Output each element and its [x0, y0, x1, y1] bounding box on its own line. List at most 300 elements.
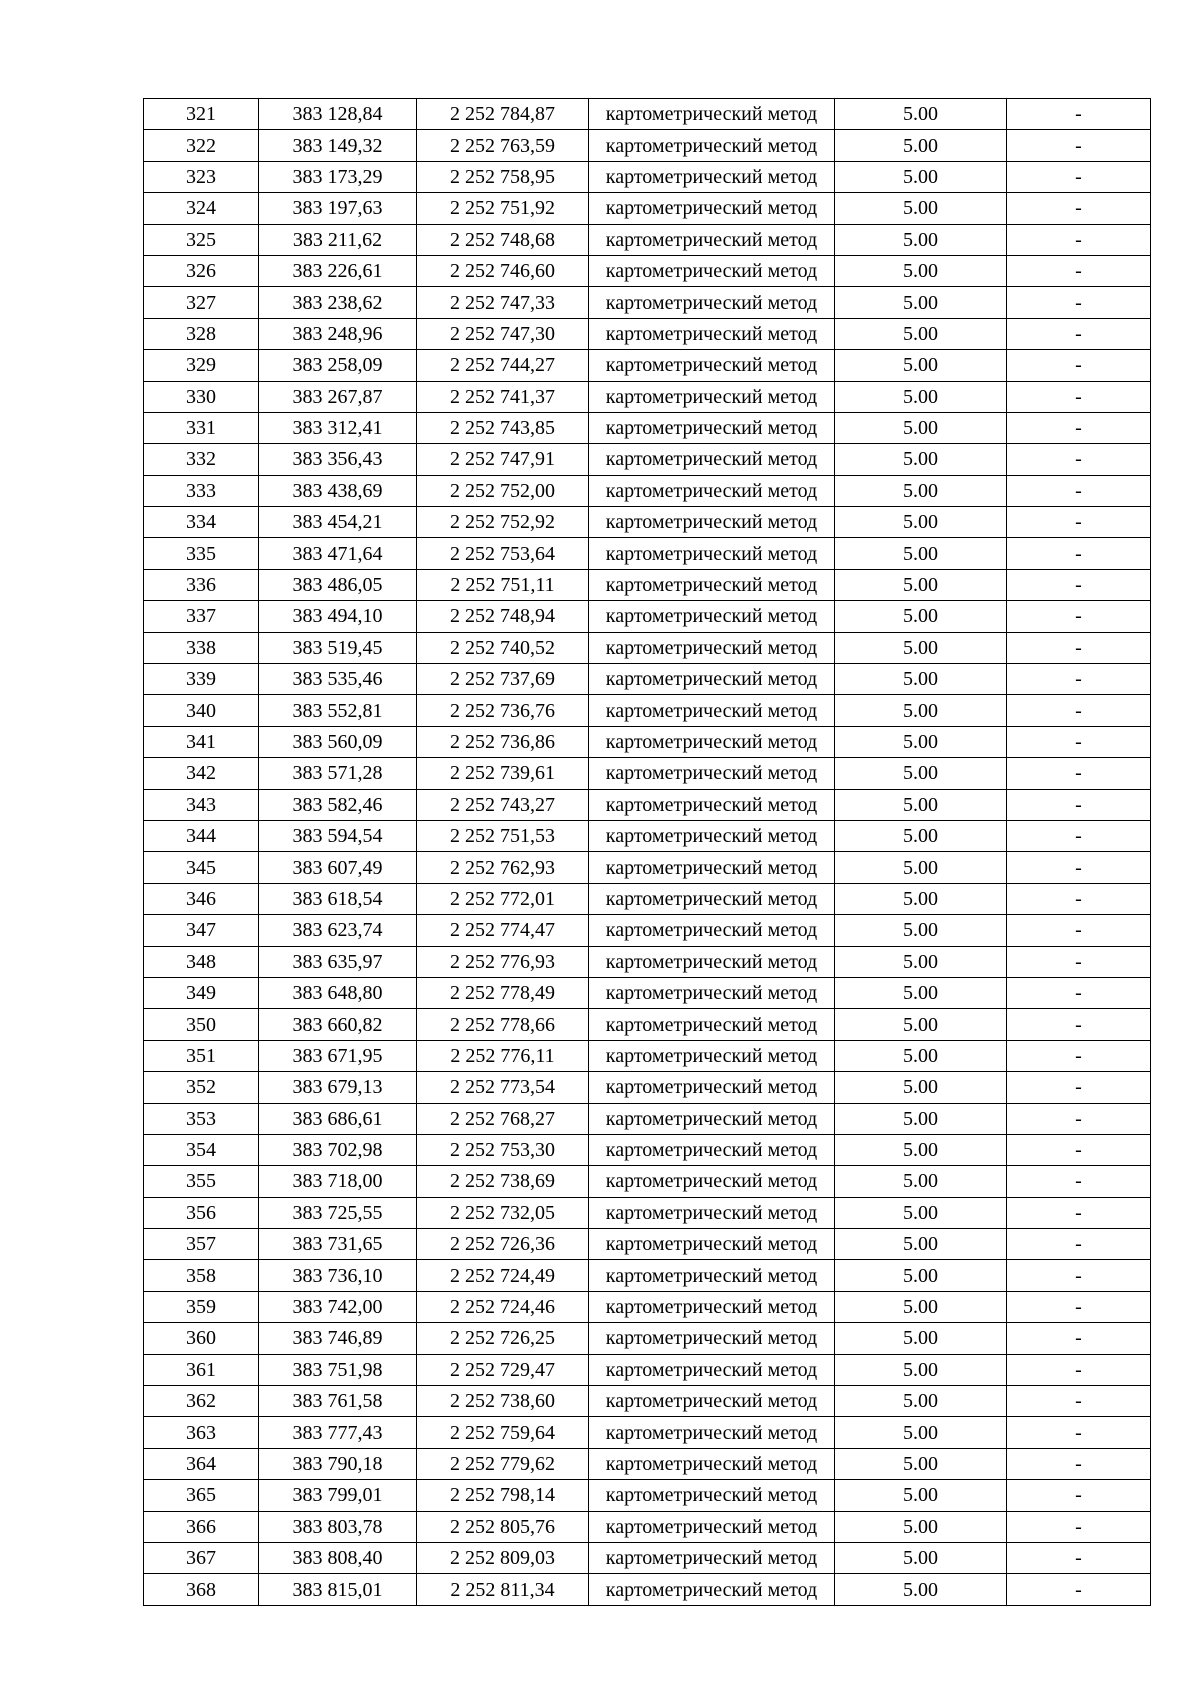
x-coordinate-cell: 383 238,62 — [259, 287, 417, 318]
point-number-cell: 351 — [144, 1040, 259, 1071]
x-coordinate-cell: 383 594,54 — [259, 820, 417, 851]
y-coordinate-cell: 2 252 739,61 — [417, 758, 589, 789]
method-cell: картометрический метод — [589, 538, 835, 569]
table-row — [144, 350, 1151, 381]
point-number-cell: 332 — [144, 444, 259, 475]
table-row — [144, 130, 1151, 161]
x-coordinate-cell: 383 751,98 — [259, 1354, 417, 1385]
table-row — [144, 1511, 1151, 1542]
point-number-cell: 358 — [144, 1260, 259, 1291]
point-number-cell: 344 — [144, 820, 259, 851]
accuracy-cell: 5.00 — [835, 695, 1007, 726]
y-coordinate-cell: 2 252 763,59 — [417, 130, 589, 161]
accuracy-cell: 5.00 — [835, 381, 1007, 412]
point-number-cell: 367 — [144, 1542, 259, 1573]
table-row — [144, 1229, 1151, 1260]
accuracy-cell: 5.00 — [835, 318, 1007, 349]
table-row — [144, 1323, 1151, 1354]
accuracy-cell: 5.00 — [835, 1448, 1007, 1479]
accuracy-cell: 5.00 — [835, 1229, 1007, 1260]
point-number-cell: 340 — [144, 695, 259, 726]
description-cell: - — [1007, 1323, 1151, 1354]
method-cell: картометрический метод — [589, 130, 835, 161]
description-cell: - — [1007, 1542, 1151, 1573]
table-body — [144, 99, 1151, 1606]
method-cell: картометрический метод — [589, 1354, 835, 1385]
table-row — [144, 664, 1151, 695]
table-row — [144, 946, 1151, 977]
description-cell: - — [1007, 883, 1151, 914]
method-cell: картометрический метод — [589, 161, 835, 192]
point-number-cell: 333 — [144, 475, 259, 506]
method-cell: картометрический метод — [589, 318, 835, 349]
table-row — [144, 601, 1151, 632]
table-row — [144, 1103, 1151, 1134]
description-cell: - — [1007, 1354, 1151, 1385]
accuracy-cell: 5.00 — [835, 1323, 1007, 1354]
y-coordinate-cell: 2 252 772,01 — [417, 883, 589, 914]
table-row — [144, 161, 1151, 192]
table-row — [144, 1354, 1151, 1385]
accuracy-cell: 5.00 — [835, 1386, 1007, 1417]
description-cell: - — [1007, 350, 1151, 381]
x-coordinate-cell: 383 686,61 — [259, 1103, 417, 1134]
y-coordinate-cell: 2 252 753,64 — [417, 538, 589, 569]
table-row — [144, 789, 1151, 820]
table-row — [144, 1448, 1151, 1479]
y-coordinate-cell: 2 252 738,69 — [417, 1166, 589, 1197]
description-cell: - — [1007, 852, 1151, 883]
x-coordinate-cell: 383 746,89 — [259, 1323, 417, 1354]
point-number-cell: 353 — [144, 1103, 259, 1134]
accuracy-cell: 5.00 — [835, 1040, 1007, 1071]
x-coordinate-cell: 383 815,01 — [259, 1574, 417, 1605]
x-coordinate-cell: 383 731,65 — [259, 1229, 417, 1260]
point-number-cell: 350 — [144, 1009, 259, 1040]
y-coordinate-cell: 2 252 738,60 — [417, 1386, 589, 1417]
x-coordinate-cell: 383 471,64 — [259, 538, 417, 569]
method-cell: картометрический метод — [589, 444, 835, 475]
description-cell: - — [1007, 1417, 1151, 1448]
method-cell: картометрический метод — [589, 1448, 835, 1479]
x-coordinate-cell: 383 582,46 — [259, 789, 417, 820]
point-number-cell: 355 — [144, 1166, 259, 1197]
method-cell: картометрический метод — [589, 507, 835, 538]
point-number-cell: 339 — [144, 664, 259, 695]
point-number-cell: 357 — [144, 1229, 259, 1260]
y-coordinate-cell: 2 252 774,47 — [417, 915, 589, 946]
point-number-cell: 349 — [144, 977, 259, 1008]
point-number-cell: 352 — [144, 1072, 259, 1103]
method-cell: картометрический метод — [589, 915, 835, 946]
method-cell: картометрический метод — [589, 1480, 835, 1511]
description-cell: - — [1007, 977, 1151, 1008]
x-coordinate-cell: 383 149,32 — [259, 130, 417, 161]
method-cell: картометрический метод — [589, 1291, 835, 1322]
table-row — [144, 1260, 1151, 1291]
table-row — [144, 1134, 1151, 1165]
accuracy-cell: 5.00 — [835, 852, 1007, 883]
description-cell: - — [1007, 1134, 1151, 1165]
point-number-cell: 359 — [144, 1291, 259, 1322]
x-coordinate-cell: 383 799,01 — [259, 1480, 417, 1511]
accuracy-cell: 5.00 — [835, 161, 1007, 192]
x-coordinate-cell: 383 808,40 — [259, 1542, 417, 1573]
accuracy-cell: 5.00 — [835, 569, 1007, 600]
x-coordinate-cell: 383 718,00 — [259, 1166, 417, 1197]
method-cell: картометрический метод — [589, 1072, 835, 1103]
accuracy-cell: 5.00 — [835, 1511, 1007, 1542]
y-coordinate-cell: 2 252 798,14 — [417, 1480, 589, 1511]
y-coordinate-cell: 2 252 737,69 — [417, 664, 589, 695]
point-number-cell: 325 — [144, 224, 259, 255]
y-coordinate-cell: 2 252 776,93 — [417, 946, 589, 977]
x-coordinate-cell: 383 454,21 — [259, 507, 417, 538]
accuracy-cell: 5.00 — [835, 350, 1007, 381]
point-number-cell: 362 — [144, 1386, 259, 1417]
table-row — [144, 726, 1151, 757]
method-cell: картометрический метод — [589, 820, 835, 851]
point-number-cell: 348 — [144, 946, 259, 977]
point-number-cell: 346 — [144, 883, 259, 914]
accuracy-cell: 5.00 — [835, 1480, 1007, 1511]
table-row — [144, 1542, 1151, 1573]
point-number-cell: 356 — [144, 1197, 259, 1228]
x-coordinate-cell: 383 197,63 — [259, 193, 417, 224]
accuracy-cell: 5.00 — [835, 130, 1007, 161]
method-cell: картометрический метод — [589, 664, 835, 695]
description-cell: - — [1007, 412, 1151, 443]
table-row — [144, 255, 1151, 286]
accuracy-cell: 5.00 — [835, 789, 1007, 820]
point-number-cell: 321 — [144, 99, 259, 130]
description-cell: - — [1007, 444, 1151, 475]
x-coordinate-cell: 383 519,45 — [259, 632, 417, 663]
method-cell: картометрический метод — [589, 193, 835, 224]
method-cell: картометрический метод — [589, 977, 835, 1008]
description-cell: - — [1007, 193, 1151, 224]
x-coordinate-cell: 383 660,82 — [259, 1009, 417, 1040]
y-coordinate-cell: 2 252 740,52 — [417, 632, 589, 663]
table-row — [144, 1166, 1151, 1197]
x-coordinate-cell: 383 648,80 — [259, 977, 417, 1008]
x-coordinate-cell: 383 486,05 — [259, 569, 417, 600]
table-row — [144, 632, 1151, 663]
method-cell: картометрический метод — [589, 601, 835, 632]
table-row — [144, 381, 1151, 412]
point-number-cell: 365 — [144, 1480, 259, 1511]
method-cell: картометрический метод — [589, 1134, 835, 1165]
accuracy-cell: 5.00 — [835, 1134, 1007, 1165]
method-cell: картометрический метод — [589, 1197, 835, 1228]
accuracy-cell: 5.00 — [835, 1417, 1007, 1448]
table-row — [144, 224, 1151, 255]
description-cell: - — [1007, 632, 1151, 663]
method-cell: картометрический метод — [589, 946, 835, 977]
table-row — [144, 852, 1151, 883]
y-coordinate-cell: 2 252 741,37 — [417, 381, 589, 412]
accuracy-cell: 5.00 — [835, 255, 1007, 286]
description-cell: - — [1007, 381, 1151, 412]
method-cell: картометрический метод — [589, 1229, 835, 1260]
method-cell: картометрический метод — [589, 569, 835, 600]
y-coordinate-cell: 2 252 809,03 — [417, 1542, 589, 1573]
description-cell: - — [1007, 1229, 1151, 1260]
point-number-cell: 335 — [144, 538, 259, 569]
table-row — [144, 287, 1151, 318]
method-cell: картометрический метод — [589, 695, 835, 726]
description-cell: - — [1007, 601, 1151, 632]
y-coordinate-cell: 2 252 736,76 — [417, 695, 589, 726]
x-coordinate-cell: 383 552,81 — [259, 695, 417, 726]
description-cell: - — [1007, 758, 1151, 789]
description-cell: - — [1007, 1386, 1151, 1417]
x-coordinate-cell: 383 790,18 — [259, 1448, 417, 1479]
y-coordinate-cell: 2 252 751,92 — [417, 193, 589, 224]
point-number-cell: 329 — [144, 350, 259, 381]
point-number-cell: 327 — [144, 287, 259, 318]
description-cell: - — [1007, 1291, 1151, 1322]
method-cell: картометрический метод — [589, 758, 835, 789]
point-number-cell: 342 — [144, 758, 259, 789]
y-coordinate-cell: 2 252 743,85 — [417, 412, 589, 443]
method-cell: картометрический метод — [589, 224, 835, 255]
point-number-cell: 347 — [144, 915, 259, 946]
method-cell: картометрический метод — [589, 1166, 835, 1197]
point-number-cell: 368 — [144, 1574, 259, 1605]
y-coordinate-cell: 2 252 736,86 — [417, 726, 589, 757]
x-coordinate-cell: 383 211,62 — [259, 224, 417, 255]
description-cell: - — [1007, 1072, 1151, 1103]
accuracy-cell: 5.00 — [835, 946, 1007, 977]
table-row — [144, 412, 1151, 443]
accuracy-cell: 5.00 — [835, 1542, 1007, 1573]
x-coordinate-cell: 383 226,61 — [259, 255, 417, 286]
accuracy-cell: 5.00 — [835, 726, 1007, 757]
y-coordinate-cell: 2 252 768,27 — [417, 1103, 589, 1134]
y-coordinate-cell: 2 252 726,36 — [417, 1229, 589, 1260]
table-row — [144, 99, 1151, 130]
x-coordinate-cell: 383 535,46 — [259, 664, 417, 695]
method-cell: картометрический метод — [589, 789, 835, 820]
table-row — [144, 569, 1151, 600]
y-coordinate-cell: 2 252 778,49 — [417, 977, 589, 1008]
table-row — [144, 1197, 1151, 1228]
description-cell: - — [1007, 99, 1151, 130]
table-row — [144, 475, 1151, 506]
y-coordinate-cell: 2 252 726,25 — [417, 1323, 589, 1354]
description-cell: - — [1007, 789, 1151, 820]
x-coordinate-cell: 383 560,09 — [259, 726, 417, 757]
description-cell: - — [1007, 475, 1151, 506]
method-cell: картометрический метод — [589, 1574, 835, 1605]
x-coordinate-cell: 383 742,00 — [259, 1291, 417, 1322]
x-coordinate-cell: 383 173,29 — [259, 161, 417, 192]
description-cell: - — [1007, 318, 1151, 349]
y-coordinate-cell: 2 252 729,47 — [417, 1354, 589, 1385]
y-coordinate-cell: 2 252 747,33 — [417, 287, 589, 318]
y-coordinate-cell: 2 252 752,00 — [417, 475, 589, 506]
y-coordinate-cell: 2 252 753,30 — [417, 1134, 589, 1165]
method-cell: картометрический метод — [589, 1260, 835, 1291]
x-coordinate-cell: 383 618,54 — [259, 883, 417, 914]
description-cell: - — [1007, 1009, 1151, 1040]
table-row — [144, 1009, 1151, 1040]
description-cell: - — [1007, 1197, 1151, 1228]
accuracy-cell: 5.00 — [835, 915, 1007, 946]
method-cell: картометрический метод — [589, 99, 835, 130]
y-coordinate-cell: 2 252 747,30 — [417, 318, 589, 349]
description-cell: - — [1007, 664, 1151, 695]
point-number-cell: 343 — [144, 789, 259, 820]
description-cell: - — [1007, 1480, 1151, 1511]
y-coordinate-cell: 2 252 724,49 — [417, 1260, 589, 1291]
method-cell: картометрический метод — [589, 1511, 835, 1542]
method-cell: картометрический метод — [589, 381, 835, 412]
y-coordinate-cell: 2 252 805,76 — [417, 1511, 589, 1542]
y-coordinate-cell: 2 252 759,64 — [417, 1417, 589, 1448]
description-cell: - — [1007, 1040, 1151, 1071]
y-coordinate-cell: 2 252 744,27 — [417, 350, 589, 381]
y-coordinate-cell: 2 252 743,27 — [417, 789, 589, 820]
table-row — [144, 1480, 1151, 1511]
table-row — [144, 977, 1151, 1008]
method-cell: картометрический метод — [589, 287, 835, 318]
description-cell: - — [1007, 726, 1151, 757]
description-cell: - — [1007, 130, 1151, 161]
accuracy-cell: 5.00 — [835, 287, 1007, 318]
y-coordinate-cell: 2 252 773,54 — [417, 1072, 589, 1103]
description-cell: - — [1007, 161, 1151, 192]
x-coordinate-cell: 383 635,97 — [259, 946, 417, 977]
y-coordinate-cell: 2 252 751,53 — [417, 820, 589, 851]
x-coordinate-cell: 383 312,41 — [259, 412, 417, 443]
x-coordinate-cell: 383 623,74 — [259, 915, 417, 946]
accuracy-cell: 5.00 — [835, 475, 1007, 506]
accuracy-cell: 5.00 — [835, 193, 1007, 224]
x-coordinate-cell: 383 571,28 — [259, 758, 417, 789]
method-cell: картометрический метод — [589, 1009, 835, 1040]
table-row — [144, 1574, 1151, 1605]
y-coordinate-cell: 2 252 747,91 — [417, 444, 589, 475]
method-cell: картометрический метод — [589, 1323, 835, 1354]
x-coordinate-cell: 383 258,09 — [259, 350, 417, 381]
x-coordinate-cell: 383 702,98 — [259, 1134, 417, 1165]
accuracy-cell: 5.00 — [835, 1574, 1007, 1605]
accuracy-cell: 5.00 — [835, 977, 1007, 1008]
accuracy-cell: 5.00 — [835, 1009, 1007, 1040]
point-number-cell: 363 — [144, 1417, 259, 1448]
method-cell: картометрический метод — [589, 1542, 835, 1573]
x-coordinate-cell: 383 671,95 — [259, 1040, 417, 1071]
table-row — [144, 193, 1151, 224]
y-coordinate-cell: 2 252 811,34 — [417, 1574, 589, 1605]
table-row — [144, 538, 1151, 569]
accuracy-cell: 5.00 — [835, 1354, 1007, 1385]
accuracy-cell: 5.00 — [835, 1103, 1007, 1134]
description-cell: - — [1007, 255, 1151, 286]
y-coordinate-cell: 2 252 778,66 — [417, 1009, 589, 1040]
point-number-cell: 334 — [144, 507, 259, 538]
accuracy-cell: 5.00 — [835, 224, 1007, 255]
method-cell: картометрический метод — [589, 852, 835, 883]
accuracy-cell: 5.00 — [835, 538, 1007, 569]
point-number-cell: 364 — [144, 1448, 259, 1479]
y-coordinate-cell: 2 252 724,46 — [417, 1291, 589, 1322]
y-coordinate-cell: 2 252 748,94 — [417, 601, 589, 632]
point-number-cell: 328 — [144, 318, 259, 349]
table-row — [144, 695, 1151, 726]
point-number-cell: 361 — [144, 1354, 259, 1385]
table-row — [144, 758, 1151, 789]
description-cell: - — [1007, 695, 1151, 726]
accuracy-cell: 5.00 — [835, 412, 1007, 443]
accuracy-cell: 5.00 — [835, 632, 1007, 663]
x-coordinate-cell: 383 267,87 — [259, 381, 417, 412]
description-cell: - — [1007, 915, 1151, 946]
accuracy-cell: 5.00 — [835, 820, 1007, 851]
x-coordinate-cell: 383 356,43 — [259, 444, 417, 475]
x-coordinate-cell: 383 128,84 — [259, 99, 417, 130]
method-cell: картометрический метод — [589, 1040, 835, 1071]
table-row — [144, 1040, 1151, 1071]
table-row — [144, 444, 1151, 475]
y-coordinate-cell: 2 252 784,87 — [417, 99, 589, 130]
method-cell: картометрический метод — [589, 632, 835, 663]
y-coordinate-cell: 2 252 751,11 — [417, 569, 589, 600]
table-row — [144, 1417, 1151, 1448]
point-number-cell: 323 — [144, 161, 259, 192]
y-coordinate-cell: 2 252 746,60 — [417, 255, 589, 286]
accuracy-cell: 5.00 — [835, 1197, 1007, 1228]
accuracy-cell: 5.00 — [835, 883, 1007, 914]
table-row — [144, 318, 1151, 349]
method-cell: картометрический метод — [589, 1103, 835, 1134]
method-cell: картометрический метод — [589, 1386, 835, 1417]
description-cell: - — [1007, 1574, 1151, 1605]
description-cell: - — [1007, 820, 1151, 851]
table-row — [144, 1072, 1151, 1103]
x-coordinate-cell: 383 248,96 — [259, 318, 417, 349]
point-number-cell: 324 — [144, 193, 259, 224]
description-cell: - — [1007, 507, 1151, 538]
point-number-cell: 354 — [144, 1134, 259, 1165]
description-cell: - — [1007, 946, 1151, 977]
method-cell: картометрический метод — [589, 883, 835, 914]
description-cell: - — [1007, 538, 1151, 569]
method-cell: картометрический метод — [589, 350, 835, 381]
y-coordinate-cell: 2 252 732,05 — [417, 1197, 589, 1228]
y-coordinate-cell: 2 252 776,11 — [417, 1040, 589, 1071]
method-cell: картометрический метод — [589, 255, 835, 286]
method-cell: картометрический метод — [589, 726, 835, 757]
y-coordinate-cell: 2 252 752,92 — [417, 507, 589, 538]
y-coordinate-cell: 2 252 779,62 — [417, 1448, 589, 1479]
method-cell: картометрический метод — [589, 475, 835, 506]
point-number-cell: 336 — [144, 569, 259, 600]
point-number-cell: 330 — [144, 381, 259, 412]
accuracy-cell: 5.00 — [835, 507, 1007, 538]
table-row — [144, 883, 1151, 914]
method-cell: картометрический метод — [589, 1417, 835, 1448]
y-coordinate-cell: 2 252 762,93 — [417, 852, 589, 883]
table-row — [144, 1386, 1151, 1417]
coordinates-table — [143, 98, 1151, 1606]
point-number-cell: 366 — [144, 1511, 259, 1542]
table-row — [144, 1291, 1151, 1322]
point-number-cell: 338 — [144, 632, 259, 663]
x-coordinate-cell: 383 777,43 — [259, 1417, 417, 1448]
